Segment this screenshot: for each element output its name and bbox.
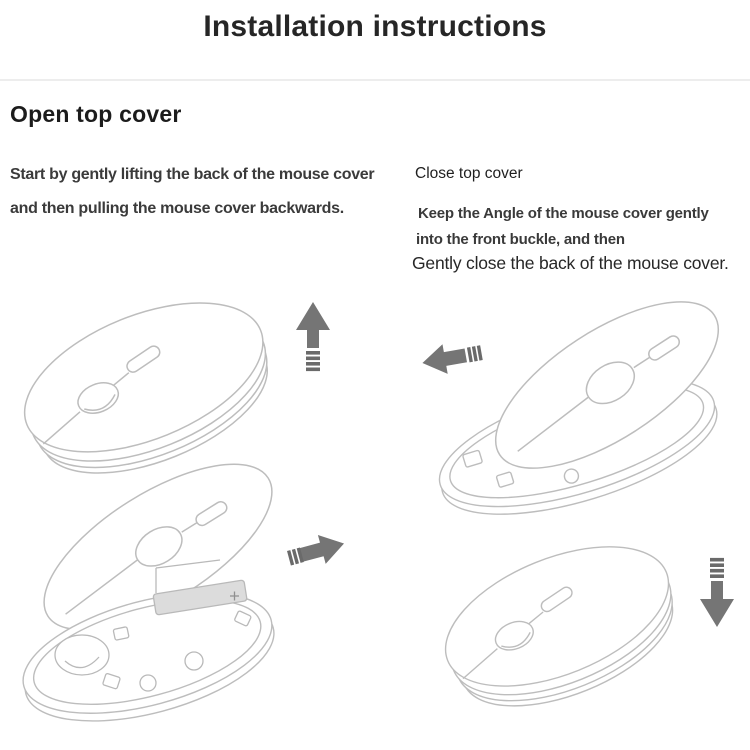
close-instruction-line-2: into the front buckle, and then: [416, 231, 625, 248]
header-divider: [0, 79, 750, 81]
mouse-closed-illustration-step1: [8, 283, 288, 488]
page-title: Installation instructions: [203, 10, 547, 43]
down-arrow-icon: [699, 557, 735, 627]
up-arrow-icon: [295, 302, 331, 372]
mouse-open-battery-illustration-step3: [8, 465, 293, 720]
open-section-heading: Open top cover: [10, 101, 182, 127]
close-section-heading: Close top cover: [415, 165, 523, 182]
open-instruction-line-1: Start by gently lifting the back of the mouse cover: [10, 166, 375, 183]
close-instruction-line-1: Keep the Angle of the mouse cover gently: [418, 205, 709, 222]
mouse-closed-illustration-step4: [430, 528, 692, 720]
mouse-cover-removed-illustration-step2: [412, 293, 748, 508]
open-instruction-line-2: and then pulling the mouse cover backwards.: [10, 200, 344, 217]
right-arrow-icon: [284, 527, 349, 575]
close-instruction-line-3: Gently close the back of the mouse cover.: [412, 253, 729, 273]
